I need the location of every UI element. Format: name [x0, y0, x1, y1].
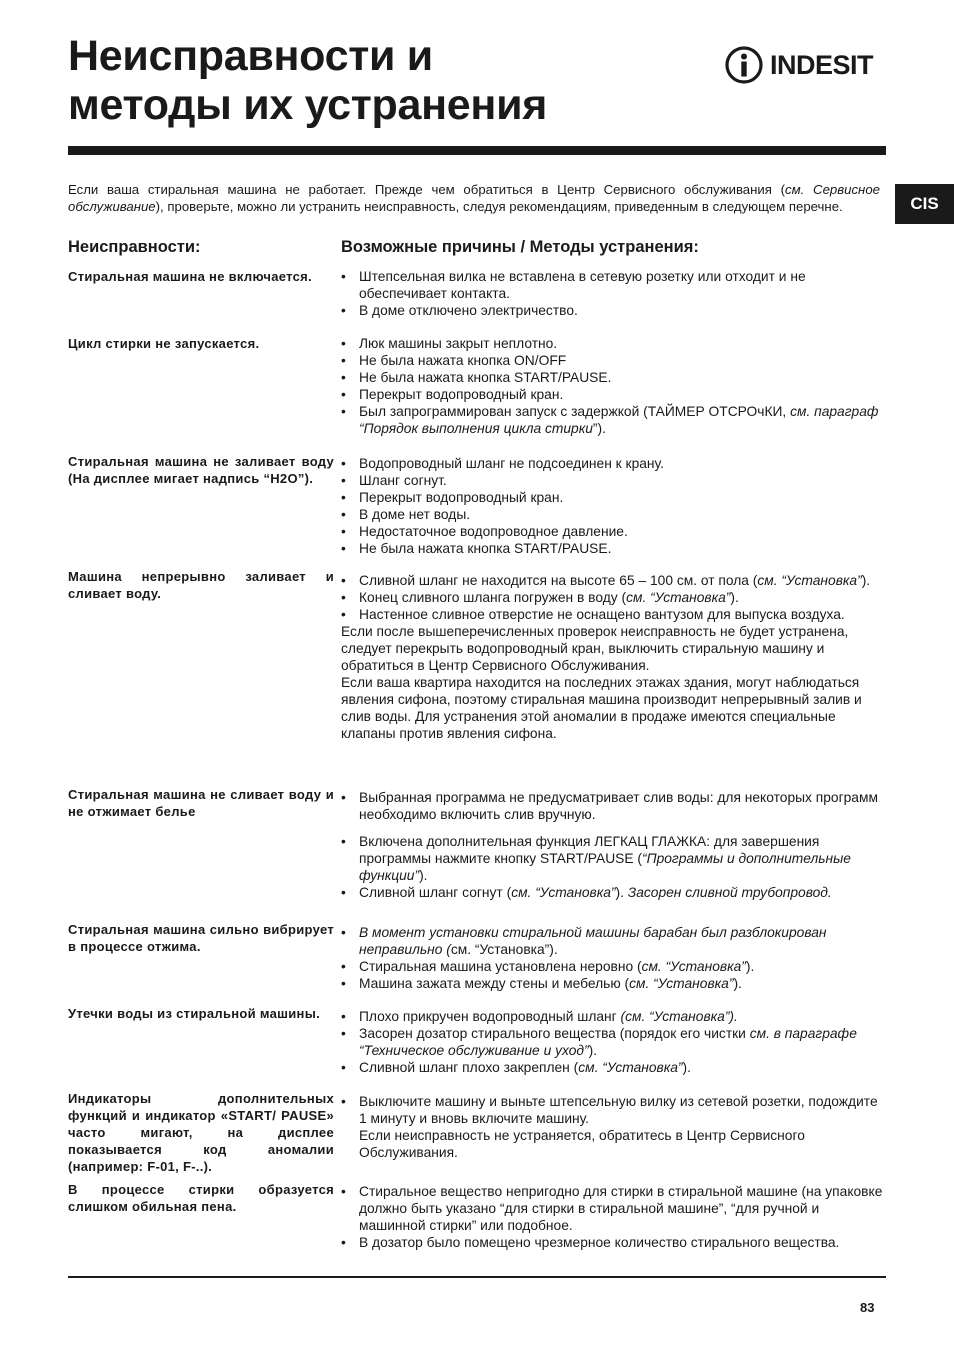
faults-heading: Неисправности: [68, 238, 201, 256]
list-item: • Машина зажата между стены и мебелью (см. “Установка”). [341, 975, 886, 992]
list-item: • Не была нажата кнопка START/PAUSE. [341, 540, 886, 557]
list-item: • Перекрыт водопроводный кран. [341, 489, 886, 506]
list-item: • Выключите машину и выньте штепсельную вилку из сетевой розетки, подождите 1 минуту и вновь включите машину. Если неисправность не устраняется, обратитесь в Центр Сервисного Обслуживания. [341, 1093, 886, 1161]
list-item: • Включена дополнительная функция ЛЕГКАЦ ГЛАЖКА: для завершения программы нажмите кнопку START/PAUSE (“Программы и дополнительные функции”). [341, 833, 886, 884]
list-item: • Штепсельная вилка не вставлена в сетевую розетку или отходит и не обеспечивает контакта. [341, 268, 886, 302]
list-item: • В доме нет воды. [341, 506, 886, 523]
list-item: • Настенное сливное отверстие не оснащено вантузом для выпуска воздуха. [341, 606, 886, 623]
causes-2 [341, 335, 886, 437]
fault-3: Стиральная машина не заливает воду (На дисплее мигает надпись “H2O”). [68, 454, 334, 486]
fault-9: В процессе стирки образуется слишком обильная пена. [68, 1182, 334, 1214]
causes-6 [341, 924, 886, 992]
list-item: • Был запрограммирован запуск с задержкой (ТАЙМЕР ОТСРОчКИ, см. параграф “Порядок выполнения цикла стирки”). [341, 403, 886, 437]
list-item: • Перекрыт водопроводный кран. [341, 386, 886, 403]
language-tab: CIS [895, 184, 954, 224]
list-item: • Водопроводный шланг не подсоединен к крану. [341, 455, 886, 472]
list-item: • Засорен дозатор стирального вещества (порядок его чистки см. в параграфе “Техническое обслуживание и уход”). [341, 1025, 886, 1059]
indesit-i-icon [724, 45, 764, 85]
list-item: • Не была нажата кнопка START/PAUSE. [341, 369, 886, 386]
list-item: • Сливной шланг согнут (см. “Установка”). Засорен сливной трубопровод. [341, 884, 886, 901]
page-number: 83 [860, 1300, 875, 1315]
title-line-1: Неисправности и [68, 32, 433, 80]
list-item: • Конец сливного шланга погружен в воду (см. “Установка”). [341, 589, 886, 606]
causes-9 [341, 1183, 886, 1251]
brand-name: INDESIT [770, 49, 874, 80]
list-item: • Не была нажата кнопка ON/OFF [341, 352, 886, 369]
fault-4: Машина непрерывно заливает и сливает воду. [68, 569, 334, 601]
list-item: • Сливной шланг не находится на высоте 65 – 100 см. от пола (см. “Установка”). [341, 572, 886, 589]
list-item: • В момент установки стиральной машины барабан был разблокирован неправильно (см. “Установка”). [341, 924, 886, 958]
list-item: • Люк машины закрыт неплотно. [341, 335, 886, 352]
intro-text: Если ваша стиральная машина не работает. Прежде чем обратиться в Центр Сервисного обслуживания (см. Сервисное обслуживание), проверьте, можно ли устранить неисправность, следуя рекомендациям, приведенным в следующем перечне. [68, 182, 880, 214]
title-line-2: методы их устранения [68, 81, 547, 129]
list-item: • В доме отключено электричество. [341, 302, 886, 319]
footer-rule [68, 1276, 886, 1278]
fault-8: Индикаторы дополнительных функций и индикатор «START/ PAUSE» часто мигают, на дисплее показывается код аномалии (например: F-01, F-..). [68, 1091, 334, 1174]
paragraph: Если после вышеперечисленных проверок неисправность не будет устранена, следует перекрыть водопроводный кран, выключить стиральную машину и обратиться в Центр Сервисного Обслуживания. [341, 624, 849, 673]
causes-1 [341, 268, 886, 319]
causes-5 [341, 789, 886, 901]
page-title [68, 32, 547, 130]
list-item: • В дозатор было помещено чрезмерное количество стирального вещества. [341, 1234, 886, 1251]
list-item: • Сливной шланг плохо закреплен (см. “Установка”). [341, 1059, 886, 1076]
list-item: • Стиральное вещество непригодно для стирки в стиральной машине (на упаковке должно быть указано “для стирки в стиральной машине”, “для ручной и машинной стирки” или подобное. [341, 1183, 886, 1234]
header-rule [68, 146, 886, 155]
list-item: • Недостаточное водопроводное давление. [341, 523, 886, 540]
list-item: • Шланг согнут. [341, 472, 886, 489]
list-item: • Плохо прикручен водопроводный шланг (см. “Установка”). [341, 1008, 886, 1025]
list-item: • Выбранная программа не предусматривает слив воды: для некоторых программ необходимо включить слив вручную. [341, 789, 886, 823]
causes-heading: Возможные причины / Методы устранения: [341, 238, 699, 256]
list-item: • Стиральная машина установлена неровно (см. “Установка”). [341, 958, 886, 975]
causes-3 [341, 455, 886, 557]
fault-2: Цикл стирки не запускается. [68, 336, 260, 351]
fault-5: Стиральная машина не сливает воду и не отжимает белье [68, 787, 334, 819]
causes-7 [341, 1008, 886, 1076]
fault-6: Стиральная машина сильно вибрирует в процессе отжима. [68, 922, 334, 954]
fault-7: Утечки воды из стиральной машины. [68, 1006, 321, 1021]
paragraph: Если ваша квартира находится на последних этажах здания, могут наблюдаться явления сифона, поэтому стиральная машина производит непрерывный залив и слив воды. Для устранения этой аномалии в продаже имеются специальные клапаны против явления сифона. [341, 675, 862, 741]
fault-1: Стиральная машина не включается. [68, 269, 312, 284]
causes-8 [341, 1093, 886, 1161]
causes-4 [341, 572, 886, 742]
brand-logo [724, 44, 873, 86]
